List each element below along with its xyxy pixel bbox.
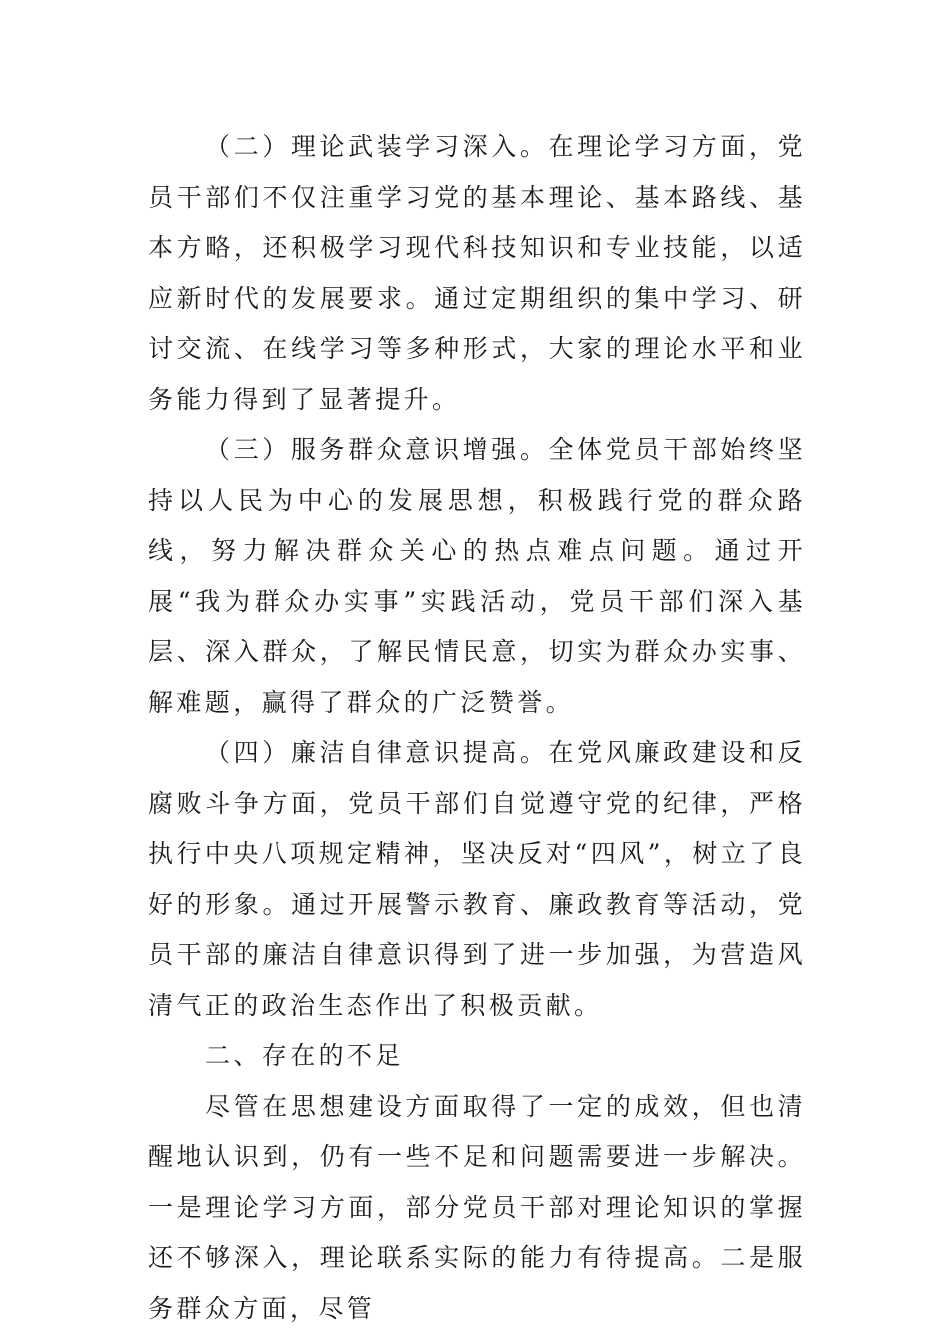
document-body [148,122,806,1334]
paragraph-shortcomings-intro: 尽管在思想建设方面取得了一定的成效，但也清醒地认识到，仍有一些不足和问题需要进一步解决。一是理论学习方面，部分党员干部对理论知识的掌握还不够深入，理论联系实际的能力有待提高。二是服务群众方面，尽管 [148,1091,806,1323]
paragraph-theory-study: （二）理论武装学习深入。在理论学习方面，党员干部们不仅注重学习党的基本理论、基本路线、基本方略，还积极学习现代科技知识和专业技能，以适应新时代的发展要求。通过定期组织的集中学习、研讨交流、在线学习等多种形式，大家的理论水平和业务能力得到了显著提升。 [148,132,806,414]
paragraph-serve-people: （三）服务群众意识增强。全体党员干部始终坚持以人民为中心的发展思想，积极践行党的群众路线，努力解决群众关心的热点难点问题。通过开展“我为群众办实事”实践活动，党员干部们深入基层、深入群众，了解民情民意，切实为群众办实事、解难题，赢得了群众的广泛赞誉。 [148,435,806,717]
paragraph-integrity: （四）廉洁自律意识提高。在党风廉政建设和反腐败斗争方面，党员干部们自觉遵守党的纪律，严格执行中央八项规定精神，坚决反对“四风”，树立了良好的形象。通过开展警示教育、廉政教育等活动，党员干部的廉洁自律意识得到了进一步加强，为营造风清气正的政治生态作出了积极贡献。 [148,738,806,1020]
section-heading-shortcomings: 二、存在的不足 [205,1041,404,1070]
